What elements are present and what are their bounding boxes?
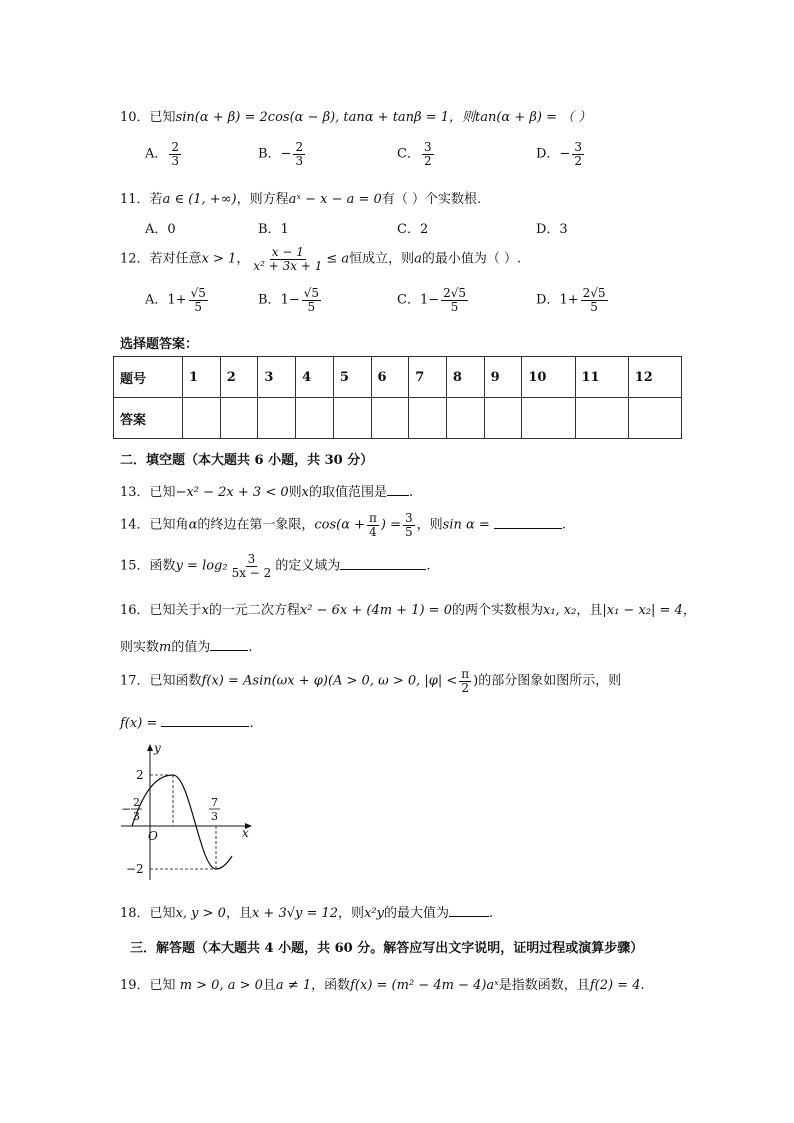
question-number: 10． (120, 110, 150, 125)
question-text: ，且 (225, 906, 252, 921)
table-number-cell: 7 (409, 357, 447, 398)
math-expression: x + 3√y = 12 (251, 906, 339, 921)
answer-cell[interactable] (446, 398, 484, 439)
option-fraction (189, 287, 208, 313)
question-number: 14． (120, 517, 150, 533)
question-text: 函数 (149, 558, 176, 574)
fraction-denominator: 5 (307, 299, 316, 314)
fraction-numerator: 2 (295, 140, 304, 154)
punctuation: . (249, 716, 254, 731)
math-variable: a (414, 251, 422, 267)
fraction-numerator: π (461, 667, 470, 681)
question-text: 是指数函数，且 (498, 978, 590, 993)
math-fraction (251, 246, 324, 272)
fraction-denominator: 5 (405, 524, 413, 539)
table-header-cell: 题号 (114, 357, 183, 398)
question-text: 则实数 (120, 640, 160, 655)
option-fraction (572, 141, 584, 167)
fraction-denominator: 5 (450, 299, 459, 314)
answer-cell[interactable] (371, 398, 409, 439)
neg-tick-numerator: 2 (133, 796, 140, 809)
question-13 (120, 481, 413, 500)
option-label: C． (397, 292, 420, 308)
question-text: 的最大值为 (383, 906, 449, 921)
y-axis-arrow (147, 744, 153, 751)
math-expression: ) = (380, 517, 402, 533)
option-prefix: 1− (419, 292, 440, 308)
question-text: 若对任意 (149, 251, 202, 267)
answer-cell[interactable] (258, 398, 296, 439)
answer-cell[interactable] (628, 398, 681, 439)
answer-table-answer-row (114, 398, 682, 439)
question-text: 已知角 (149, 517, 189, 533)
question-text: 已知 (149, 906, 176, 921)
math-expression: a ≠ 1 (275, 978, 312, 993)
fraction-denominator: 5 (194, 299, 203, 314)
section-heading: 二．填空题（本大题共 6 小题，共 30 分） (120, 453, 374, 468)
fraction-denominator: 2 (461, 680, 470, 695)
option-b: B．1 (258, 222, 289, 237)
math-variable: m (159, 640, 172, 655)
question-text: 的两个实数根为 (451, 603, 543, 618)
option-d (536, 141, 586, 167)
question-text: 已知 (149, 485, 176, 500)
math-expression: f(x) = (120, 716, 158, 731)
answer-blank[interactable] (449, 904, 489, 917)
question-text: 的定义域为 (275, 558, 341, 574)
question-text: ，则 (338, 906, 365, 921)
math-expression: x₁, x₂ (543, 603, 577, 618)
punctuation: . (426, 558, 431, 574)
option-sign: − (280, 146, 292, 162)
question-11 (120, 188, 481, 207)
question-number: 13． (120, 485, 150, 500)
y-max-label: 2 (136, 768, 144, 782)
fraction-numerator: 2√5 (582, 286, 606, 300)
neg-tick-denominator: 3 (133, 810, 140, 823)
question-19 (120, 974, 645, 993)
question-text: ，函数 (311, 978, 351, 993)
option-b (258, 141, 307, 167)
table-number-cell: 10 (522, 357, 575, 398)
option-label: C． (397, 146, 420, 162)
punctuation: . (248, 640, 253, 655)
answer-cell[interactable] (575, 398, 628, 439)
question-text: 的一元二次方程 (208, 603, 300, 618)
math-expression: x² − 6x + (4m + 1) = 0 (299, 603, 452, 618)
question-12 (120, 246, 521, 272)
math-expression: x²y (364, 906, 384, 921)
option-d (536, 287, 610, 313)
math-expression: sin α = (442, 517, 490, 533)
answer-cell[interactable] (409, 398, 447, 439)
fraction-numerator: 3 (405, 511, 413, 525)
option-label: D． (536, 146, 560, 162)
table-number-cell: 5 (333, 357, 371, 398)
math-expression: −x² − 2x + 3 < 0 (175, 485, 289, 500)
fraction-denominator: 5x − 2 (231, 565, 272, 580)
table-number-cell: 6 (371, 357, 409, 398)
question-text: 已知 (149, 978, 180, 993)
punctuation: . (488, 906, 494, 921)
math-expression: aˣ − x − a = 0 (288, 192, 382, 207)
fraction-numerator: 2√5 (443, 286, 467, 300)
answer-blank[interactable] (210, 638, 248, 651)
question-10 (120, 106, 591, 125)
option-prefix: 1+ (167, 292, 187, 308)
math-expression: cos(α + (314, 517, 366, 533)
option-b (258, 287, 323, 313)
question-number: 19． (120, 978, 150, 993)
answer-blank[interactable] (340, 557, 426, 570)
question-text: 的值为 (171, 640, 211, 655)
table-number-cell: 3 (258, 357, 296, 398)
punctuation: . (561, 517, 567, 533)
question-number: 11． (120, 192, 150, 207)
option-label: D． (536, 292, 560, 308)
math-expression: x, y > 0 (175, 906, 226, 921)
y-axis-label: y (154, 741, 161, 755)
punctuation: . (409, 485, 414, 500)
sine-graph (118, 738, 258, 886)
question-17 (120, 668, 621, 694)
table-number-cell: 1 (183, 357, 221, 398)
question-text: 若 (149, 192, 163, 207)
option-prefix: 1− (280, 292, 300, 308)
option-c (397, 141, 436, 167)
table-header-cell: 答案 (114, 398, 183, 439)
question-text: 且 (262, 978, 276, 993)
option-c: C．2 (397, 222, 429, 237)
punctuation: ， (682, 603, 696, 618)
question-number: 16． (120, 603, 150, 618)
fraction-denominator: 2 (423, 153, 432, 168)
option-prefix: 1+ (559, 292, 579, 308)
fraction-denominator: 3 (171, 153, 180, 168)
fraction-denominator: 4 (369, 524, 377, 539)
answer-table-title: 选择题答案： (120, 337, 199, 352)
question-text: 的终边在第一象限， (197, 517, 315, 533)
table-number-cell: 2 (220, 357, 258, 398)
section-heading: 三．解答题（本大题共 4 小题，共 60 分。解答应写出文字说明，证明过程或演算步骤） (130, 941, 644, 956)
math-expression: ≤ a (326, 251, 350, 267)
pos-tick-numerator: 7 (211, 796, 218, 809)
table-number-cell: 11 (575, 357, 628, 398)
question-15 (120, 553, 430, 579)
fraction-denominator: x² + 3x + 1 (253, 258, 323, 273)
question-14 (120, 512, 566, 538)
question-text: 恒成立，则 (349, 251, 415, 267)
math-fraction (403, 512, 415, 538)
origin-label: O (148, 829, 158, 843)
question-text: 已知关于 (149, 603, 202, 618)
fraction-numerator: 3 (247, 552, 256, 566)
question-text: ，且 (576, 603, 603, 618)
math-expression: (A > 0, ω > 0, |φ| < (327, 673, 458, 689)
question-18 (120, 902, 493, 921)
answer-cell[interactable] (220, 398, 258, 439)
fraction-denominator: 5 (590, 299, 598, 314)
question-text: 已知函数 (149, 673, 202, 689)
question-text: 则 (288, 485, 302, 500)
fraction-numerator: 2 (171, 140, 180, 154)
question-text: 的最小值为（ ）. (421, 251, 522, 267)
math-expression: y = log₂ (175, 558, 228, 574)
fraction-numerator: 3 (574, 140, 582, 154)
option-sign: − (559, 146, 571, 162)
question-stem: sin(α + β) = 2cos(α − β), tanα + tanβ = 1，则tan(α + β) = （ ） (175, 110, 592, 125)
question-16-line-2 (120, 636, 253, 655)
option-label: A． (145, 146, 168, 162)
option-fraction (302, 287, 321, 313)
fraction-numerator: √5 (190, 286, 206, 300)
answer-table-header-row (114, 357, 682, 398)
question-text: 有（ ）个实数根. (381, 192, 482, 207)
option-label: A． (145, 292, 168, 308)
math-fraction (230, 553, 274, 579)
answer-cell[interactable] (183, 398, 221, 439)
option-fraction (441, 287, 468, 313)
question-number: 12． (120, 251, 150, 267)
fraction-numerator: 3 (423, 140, 432, 154)
option-d: D．3 (536, 222, 568, 237)
table-number-cell: 8 (446, 357, 484, 398)
answer-cell[interactable] (484, 398, 522, 439)
neg-tick-sign: − (121, 802, 132, 816)
table-number-cell: 4 (296, 357, 334, 398)
option-fraction (293, 141, 305, 167)
question-number: 15． (120, 558, 150, 574)
math-expression: f(x) = Asin(ωx + φ) (201, 673, 328, 689)
option-label: B． (258, 292, 281, 308)
answer-cell[interactable] (333, 398, 371, 439)
math-expression: f(x) = (m² − 4m − 4)aˣ (350, 978, 499, 993)
answer-blank[interactable] (387, 483, 409, 496)
question-text: 的取值范围是 (308, 485, 387, 500)
fraction-numerator: x − 1 (271, 245, 304, 259)
option-label: B． (258, 146, 281, 162)
question-17-line-2 (120, 714, 254, 731)
answer-blank[interactable] (161, 714, 249, 727)
fraction-numerator: π (369, 511, 377, 525)
pos-tick-denominator: 3 (211, 810, 218, 823)
math-variable: x (201, 603, 209, 618)
y-min-label: −2 (126, 862, 144, 876)
math-expression: a ∈ (1, +∞) (162, 192, 237, 207)
math-fraction (367, 512, 379, 538)
option-fraction (581, 287, 608, 313)
question-number: 18． (120, 906, 150, 921)
x-axis-label: x (242, 826, 249, 840)
math-expression: ) (473, 673, 479, 689)
answer-cell[interactable] (296, 398, 334, 439)
math-expression: m > 0, a > 0 (179, 978, 263, 993)
option-a (145, 287, 210, 313)
option-c (397, 287, 470, 313)
question-text: ，则方程 (236, 192, 289, 207)
question-number: 17． (120, 673, 150, 689)
fraction-numerator: √5 (303, 286, 320, 300)
math-fraction (459, 668, 471, 694)
math-variable: α (188, 517, 198, 533)
option-fraction (169, 141, 181, 167)
math-expression: x > 1 (201, 251, 237, 267)
question-16 (120, 599, 696, 618)
question-text: ， (236, 251, 250, 267)
answer-cell[interactable] (522, 398, 575, 439)
math-expression: |x₁ − x₂| = 4 (602, 603, 683, 618)
question-text: ，则 (416, 517, 443, 533)
option-a: A．0 (145, 222, 176, 237)
fraction-denominator: 3 (295, 153, 304, 168)
question-text: 的部分图象如图所示，则 (478, 673, 622, 689)
answer-blank[interactable] (494, 516, 562, 529)
punctuation: . (640, 978, 645, 993)
table-number-cell: 12 (628, 357, 681, 398)
option-fraction (422, 141, 434, 167)
table-number-cell: 9 (484, 357, 522, 398)
answer-table (113, 356, 682, 439)
math-expression: f(2) = 4 (589, 978, 641, 993)
option-a (145, 141, 183, 167)
math-variable: x (301, 485, 309, 500)
fraction-denominator: 2 (574, 153, 582, 168)
question-text: 已知 (149, 110, 176, 125)
